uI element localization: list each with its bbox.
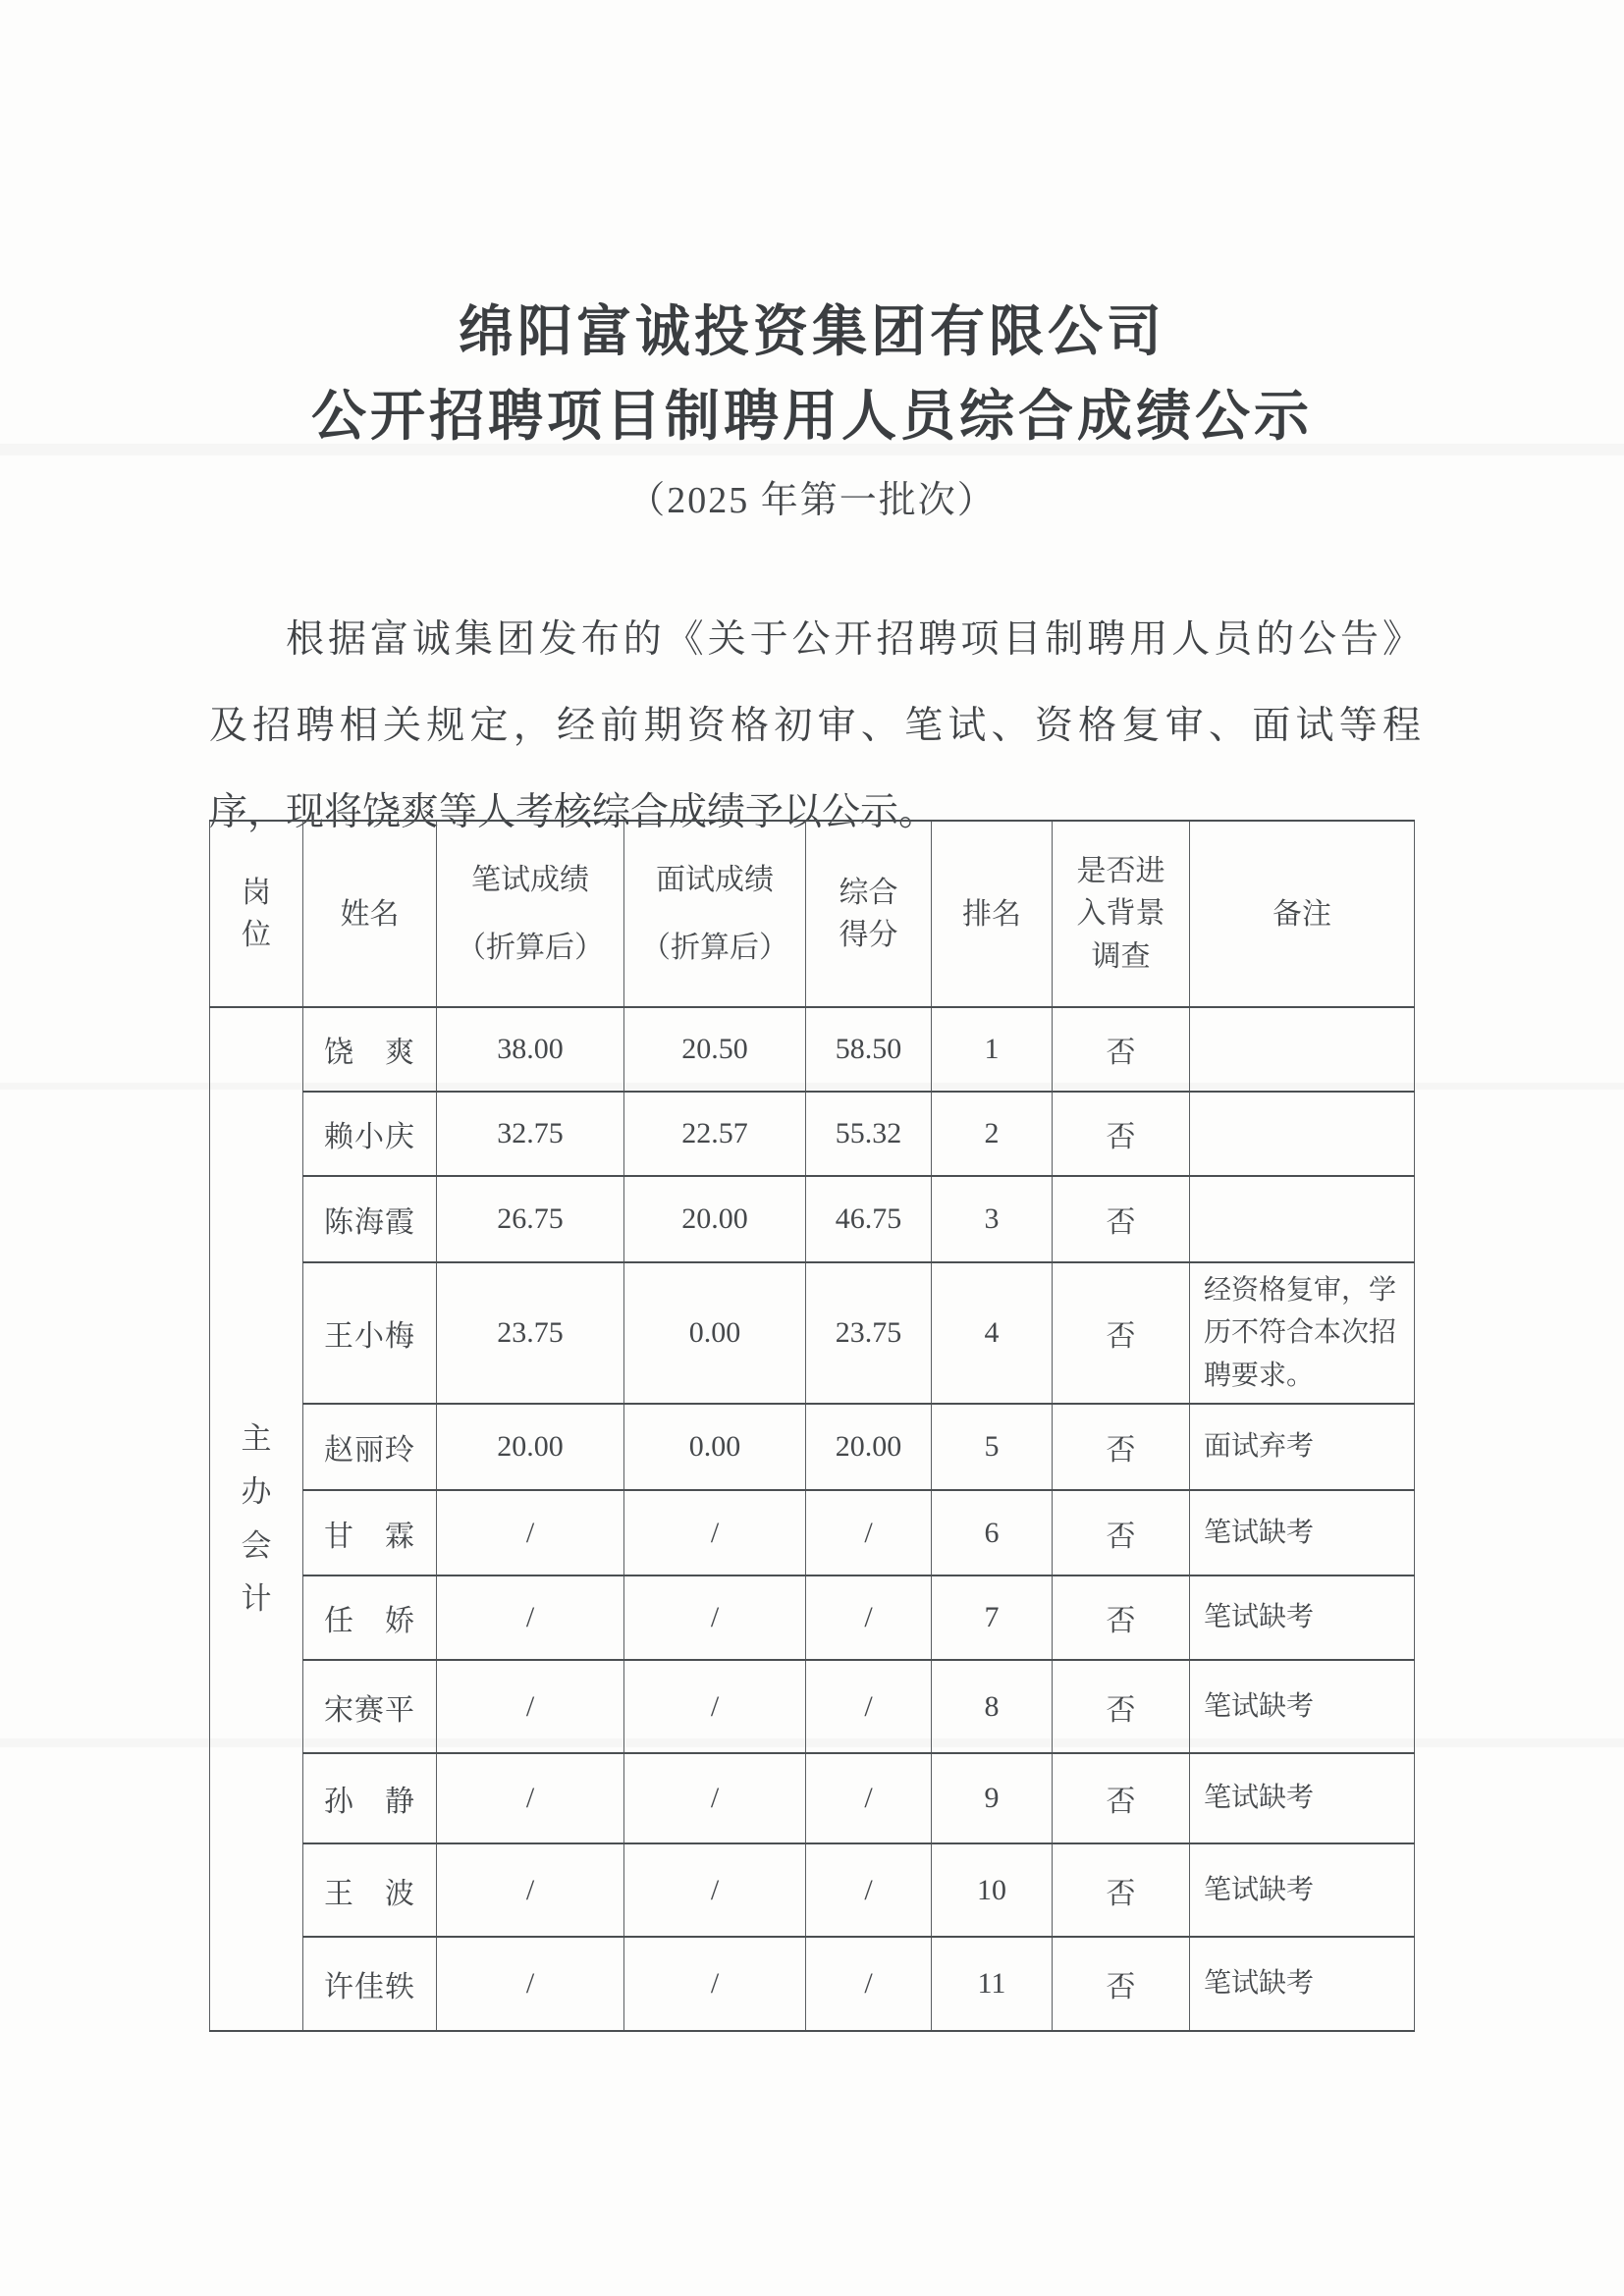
cell-name: 饶 爽 [303,1007,437,1092]
cell-name: 赵丽玲 [303,1404,437,1490]
cell-rank: 7 [932,1575,1053,1660]
cell-interview-score: / [624,1843,806,1937]
cell-total-score: / [806,1937,932,2031]
cell-background-check: 否 [1053,1262,1190,1404]
cell-background-check: 否 [1053,1937,1190,2031]
cell-remark: 笔试缺考 [1190,1575,1415,1660]
cell-total-score: / [806,1753,932,1843]
cell-written-score: 26.75 [437,1176,624,1262]
table-row [210,1660,1415,1753]
header-rank: 排名 [932,821,1053,1007]
cell-interview-score: 0.00 [624,1404,806,1490]
cell-name: 许佳轶 [303,1937,437,2031]
cell-remark: 笔试缺考 [1190,1937,1415,2031]
cell-written-score: 32.75 [437,1092,624,1176]
header-name: 姓名 [303,821,437,1007]
cell-written-score: / [437,1660,624,1753]
cell-remark: 笔试缺考 [1190,1843,1415,1937]
cell-interview-score: 20.50 [624,1007,806,1092]
cell-remark: 笔试缺考 [1190,1753,1415,1843]
cell-name: 王小梅 [303,1262,437,1404]
cell-total-score: 55.32 [806,1092,932,1176]
cell-interview-score: / [624,1575,806,1660]
table-row [210,1575,1415,1660]
cell-remark: 笔试缺考 [1190,1660,1415,1753]
cell-name: 赖小庆 [303,1092,437,1176]
cell-remark [1190,1007,1415,1092]
cell-rank: 8 [932,1660,1053,1753]
cell-remark: 笔试缺考 [1190,1490,1415,1575]
cell-background-check: 否 [1053,1575,1190,1660]
table-row [210,1262,1415,1404]
cell-background-check: 否 [1053,1176,1190,1262]
header-interview-score: 面试成绩 （折算后） [624,821,806,1007]
cell-written-score: / [437,1843,624,1937]
cell-name: 王 波 [303,1843,437,1937]
cell-written-score: 38.00 [437,1007,624,1092]
cell-total-score: 23.75 [806,1262,932,1404]
cell-background-check: 否 [1053,1007,1190,1092]
header-written-score: 笔试成绩 （折算后） [437,821,624,1007]
cell-name: 陈海霞 [303,1176,437,1262]
table-row [210,1404,1415,1490]
cell-background-check: 否 [1053,1092,1190,1176]
table-row [210,1176,1415,1262]
cell-written-score: 23.75 [437,1262,624,1404]
cell-background-check: 否 [1053,1490,1190,1575]
cell-total-score: / [806,1660,932,1753]
cell-total-score: 58.50 [806,1007,932,1092]
table-row [210,1753,1415,1843]
header-total-score: 综合 得分 [806,821,932,1007]
table-row [210,1092,1415,1176]
cell-interview-score: 0.00 [624,1262,806,1404]
cell-total-score: / [806,1490,932,1575]
cell-background-check: 否 [1053,1753,1190,1843]
table-row [210,1843,1415,1937]
cell-rank: 4 [932,1262,1053,1404]
cell-written-score: / [437,1490,624,1575]
score-table [209,820,1415,2032]
header-background-check: 是否进 入背景 调查 [1053,821,1190,1007]
cell-total-score: / [806,1843,932,1937]
table-header-row [210,821,1415,1007]
cell-remark: 面试弃考 [1190,1404,1415,1490]
cell-rank: 10 [932,1843,1053,1937]
paragraph-line: 及招聘相关规定，经前期资格初审、笔试、资格复审、面试等程 [209,705,1421,747]
document-subtitle: （2025 年第一批次） [627,480,997,521]
cell-rank: 3 [932,1176,1053,1262]
cell-rank: 6 [932,1490,1053,1575]
header-remark: 备注 [1190,821,1415,1007]
cell-interview-score: / [624,1753,806,1843]
cell-remark [1190,1176,1415,1262]
cell-total-score: 20.00 [806,1404,932,1490]
cell-written-score: 20.00 [437,1404,624,1490]
cell-interview-score: / [624,1490,806,1575]
cell-total-score: / [806,1575,932,1660]
table-row [210,1490,1415,1575]
cell-name: 孙 静 [303,1753,437,1843]
document-title-line2: 公开招聘项目制聘用人员综合成绩公示 [311,387,1313,448]
paragraph-line: 序，现将饶爽等人考核综合成绩予以公示。 [209,791,938,833]
cell-total-score: 46.75 [806,1176,932,1262]
cell-name: 甘 霖 [303,1490,437,1575]
paragraph-line: 根据富诚集团发布的《关于公开招聘项目制聘用人员的公告》 [286,618,1421,661]
table-row [210,1007,1415,1092]
document-title-line1: 绵阳富诚投资集团有限公司 [459,302,1165,363]
cell-written-score: / [437,1575,624,1660]
cell-rank: 11 [932,1937,1053,2031]
cell-background-check: 否 [1053,1404,1190,1490]
cell-rank: 5 [932,1404,1053,1490]
cell-written-score: / [437,1753,624,1843]
cell-position [210,1007,303,2031]
body-paragraph [209,597,1421,856]
position-label: 主办会计 [241,1421,272,1616]
cell-rank: 2 [932,1092,1053,1176]
cell-name: 宋赛平 [303,1660,437,1753]
cell-interview-score: 22.57 [624,1092,806,1176]
cell-name: 任 娇 [303,1575,437,1660]
cell-rank: 1 [932,1007,1053,1092]
cell-remark [1190,1092,1415,1176]
cell-interview-score: / [624,1660,806,1753]
cell-remark: 经资格复审，学历不符合本次招聘要求。 [1190,1262,1415,1404]
cell-background-check: 否 [1053,1843,1190,1937]
cell-interview-score: 20.00 [624,1176,806,1262]
table-row [210,1937,1415,2031]
cell-rank: 9 [932,1753,1053,1843]
cell-interview-score: / [624,1937,806,2031]
header-position: 岗 位 [210,821,303,1007]
cell-written-score: / [437,1937,624,2031]
cell-background-check: 否 [1053,1660,1190,1753]
